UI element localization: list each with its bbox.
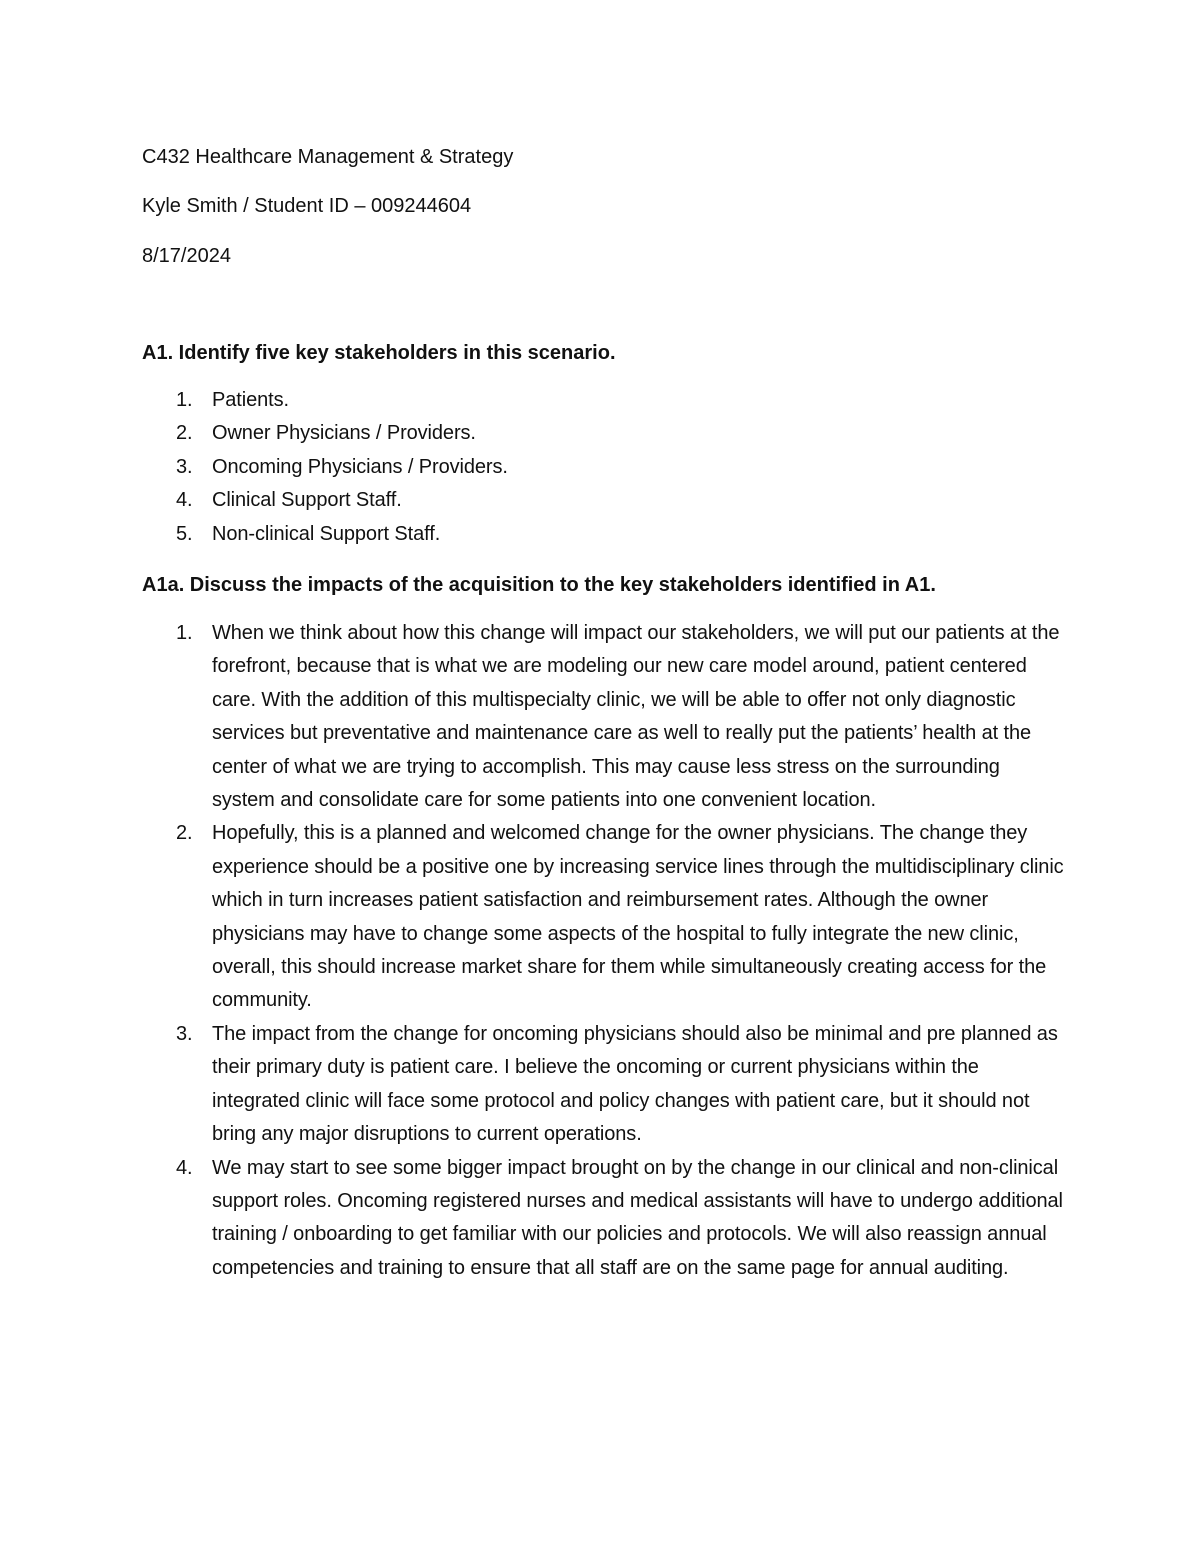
stakeholder-list (142, 384, 1067, 551)
list-item-number: 1. (176, 622, 193, 644)
list-item-text: Owner Physicians / Providers. (212, 422, 476, 445)
list-item-number: 1. (176, 389, 193, 411)
list-item-text: Oncoming Physicians / Providers. (212, 455, 508, 478)
section-heading-a1: A1. Identify five key stakeholders in this scenario. (142, 342, 616, 364)
student-info: Kyle Smith / Student ID – 009244604 (142, 195, 472, 217)
course-title: C432 Healthcare Management & Strategy (142, 146, 514, 168)
list-item-text: Non-clinical Support Staff. (212, 522, 441, 545)
list-item (142, 451, 1067, 484)
document-date: 8/17/2024 (142, 245, 231, 267)
list-item (142, 617, 1067, 817)
section-heading-a1a: A1a. Discuss the impacts of the acquisition to the key stakeholders identified in A1. (142, 574, 936, 596)
list-item-text: We may start to see some bigger impact brought on by the change in our clinical and non-clinical support roles. Oncoming registered nurses and medical assistants will have to undergo additional training / onboarding to get familiar with our policies and protocols. We will also reassign annual competencies and training to ensure that all staff are on the same page for annual auditing. (212, 1156, 1063, 1279)
list-item-text: The impact from the change for oncoming physicians should also be minimal and pre planned as their primary duty is patient care. I believe the oncoming or current physicians within the integrated clinic will face some protocol and policy changes with patient care, but it should not bring any major disruptions to current operations. (212, 1022, 1058, 1146)
list-item (142, 817, 1067, 1017)
list-item (142, 1018, 1067, 1152)
list-item-number: 2. (176, 422, 193, 445)
list-item (142, 518, 1067, 551)
list-item (142, 484, 1067, 517)
list-item-number: 4. (176, 1156, 193, 1179)
list-item-number: 4. (176, 489, 193, 512)
list-item-number: 3. (176, 455, 193, 478)
list-item (142, 384, 1067, 417)
list-item (142, 417, 1067, 450)
list-item-number: 2. (176, 822, 193, 845)
impact-list (142, 617, 1067, 1285)
list-item-text: Hopefully, this is a planned and welcomed change for the owner physicians. The change they experience should be a positive one by increasing service lines through the multidisciplinary clinic which in turn increases patient satisfaction and reimbursement rates. Although the owner physicians may have to change some aspects of the hospital to fully integrate the new clinic, overall, this should increase market share for them while simultaneously creating access for the community. (212, 822, 1064, 1012)
list-item-text: When we think about how this change will impact our stakeholders, we will put our patients at the forefront, because that is what we are modeling our new care model around, patient centered care. With the addition of this multispecialty clinic, we will be able to offer not only diagnostic services but preventative and maintenance care as well to really put the patients’ health at the center of what we are trying to accomplish. This may cause less stress on the surrounding system and consolidate care for some patients into one convenient location. (212, 622, 1060, 812)
list-item-number: 3. (176, 1022, 193, 1045)
list-item-text: Clinical Support Staff. (212, 489, 402, 512)
list-item-number: 5. (176, 522, 193, 545)
list-item-text: Patients. (212, 389, 289, 411)
list-item (142, 1152, 1067, 1286)
